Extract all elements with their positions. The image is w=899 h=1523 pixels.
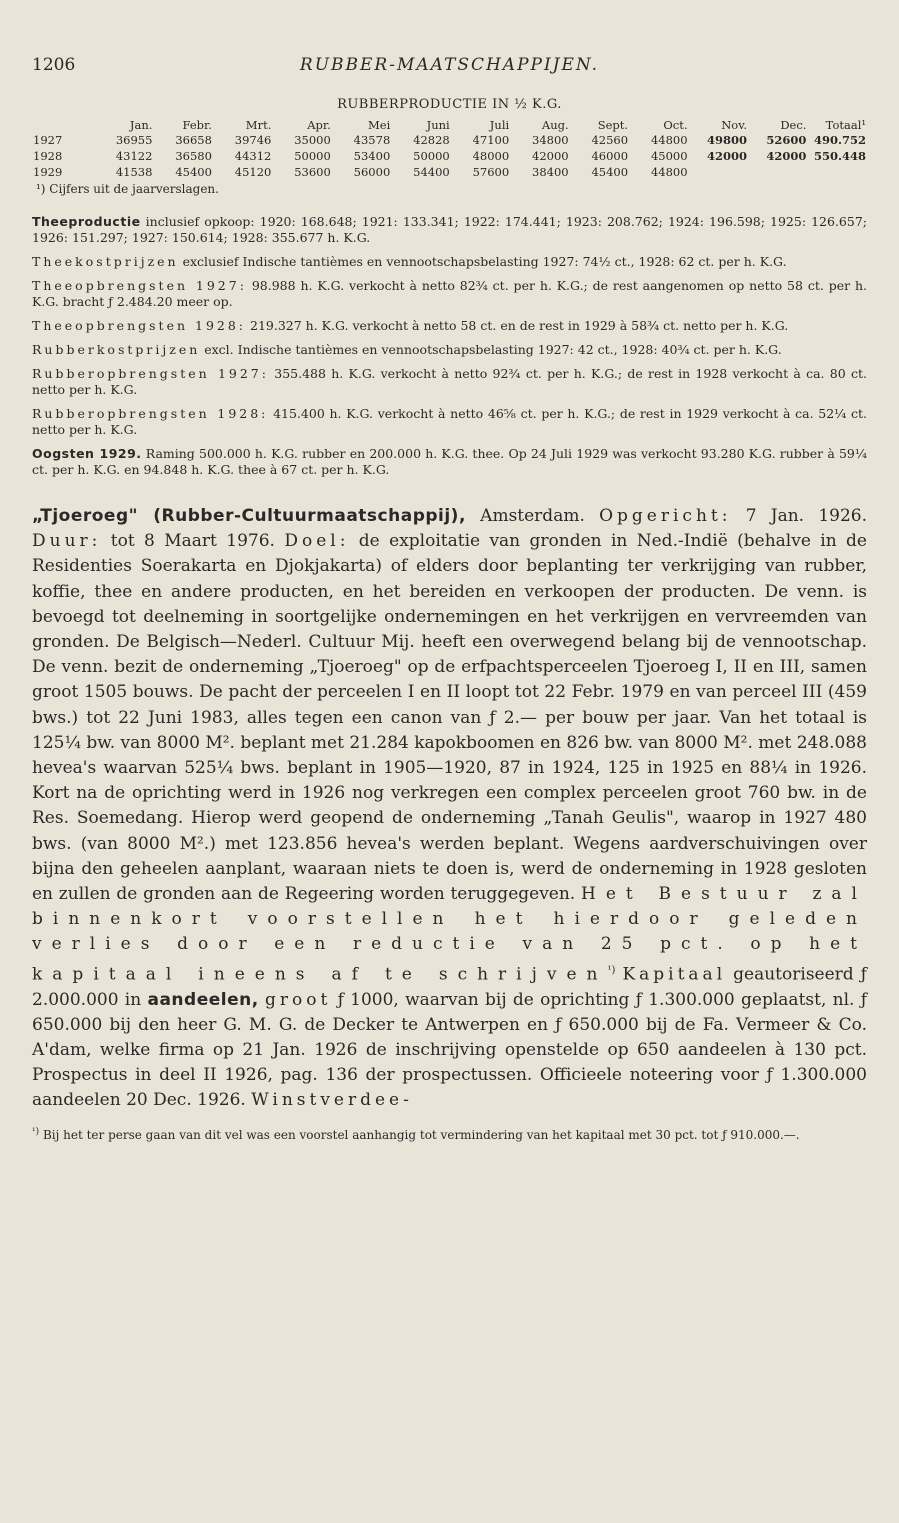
running-title: RUBBER-MAATSCHAPPIJEN. [299,55,600,75]
table-cell: 47100 [472,133,510,147]
page-footnote [32,1124,867,1143]
table-column-header: Mei [368,118,391,132]
table-column-header: Aug. [541,118,569,132]
table-cell: 550.448 [813,149,866,163]
table-cell: 490.752 [813,133,866,147]
paragraph-rubberkostprijzen [32,342,867,358]
value-duur: tot 8 Maart 1976. [101,531,285,552]
label-doel: Doel: [284,531,350,552]
table-cell: 42560 [591,133,629,147]
table-cell: 56000 [353,165,391,179]
table-year-cell: 1928 [33,149,63,163]
paragraph-theekostprijzen [32,254,867,270]
table-cell: 43122 [115,149,153,163]
text-theekostprijzen: exclusief Indische tantièmes en vennootschapsbelasting 1927: 74½ ct., 1928: 62 ct. per h. K.G. [178,254,787,269]
table-column-header: Dec. [780,118,807,132]
label-opgericht: Opgericht: [599,506,732,526]
table-column-header: Apr. [307,118,331,132]
statistics-section [32,214,867,478]
company-entry [32,504,867,1114]
value-groot: ƒ 1000, waarvan bij de oprichting ƒ 1.300.000 geplaatst, nl. ƒ 650.000 bij den heer G. M. G. de Decker te Antwerpen en ƒ 650.000 bij de Fa. Vermeer & Co. A'dam, welke firma op 21 Jan. 1926 de inschrijving openstelde op 650 aandeelen à 130 pct. Prospectus in deel II 1926, pag. 136 der prospectussen. Officieele notеering voor ƒ 1.300.000 aandeelen 20 Dec. 1926. [32,989,868,1111]
value-opgericht: 7 Jan. 1926. [731,506,868,526]
table-cell: 45400 [591,165,629,179]
table-cell: 44312 [234,149,272,163]
table-cell [807,164,867,180]
table-cell [689,164,748,180]
paragraph-rubberopbrengsten-1928 [32,406,867,438]
table-cell: 36955 [115,133,153,147]
table-footnote: ¹) Cijfers uit de jaarverslagen. [36,182,219,196]
table-year-cell: 1927 [33,133,63,147]
heading-rubberopbrengsten-1928: Rubberopbrengsten 1928: [32,406,269,421]
table-cell: 46000 [591,149,629,163]
heading-theekostprijzen: Theekostprijzen [32,254,179,269]
table-column-header: Febr. [182,118,212,132]
paragraph-theeopbrengsten-1928 [32,318,867,334]
table-cell: 42000 [766,149,807,163]
table-column-header: Juli [489,118,510,132]
value-doel: de exploitatie van gronden in Ned.-Indië (behalve in de Residenties Soerakarta en Djokjakarta) of elders door beplanting ter verkrijging van rubber, koffie, thee en andere producten, en het bereiden en verkoopen der producten. De venn. is bevoegd tot deelneming in soortgelijke ondernemingen en het verkrijgen en vervreemden van gronden. De Belgisch—Nederl. Cultuur Mij. heeft een overwegend belang bij de vennootschap. De venn. bezit de onderneming „Tjoeroeg" op de erfpachtsperceelen Tjoeroeg I, II en III, samen groot 1505 bouws. De pacht der perceelen I en II loopt tot 22 Febr. 1979 en van perceel III (459 bws.) tot 22 Juni 1983, alles tegen een canon van ƒ 2.— per bouw per jaar. Van het totaal is 125¼ bw. van 8000 M². beplant met 21.284 kapokboomen en 826 bw. van 8000 M². met 248.088 hevea's waarvan 525¼ bws. beplant in 1905—1920, 87 in 1924, 125 in 1925 en 88¼ in 1926. Kort na de oprichting werd in 1926 nog verkregen een complex perceelen groot 760 bw. in de Res. Soemedang. Hierop werd geopend de onderneming „Tanah Geulis", waarop in 1927 480 bws. (van 8000 M².) met 123.856 hevea's werden beplant. Wegens aardverschuivingen over bijna den geheelen aanplant, waaraan niets te doen is, werd de onderneming in 1928 gesloten en zullen de gronden aan de Regeering worden teruggegeven. [32,531,867,905]
table-cell: 57600 [472,165,510,179]
text-rubberopbrengsten-1928: 415.400 h. K.G. verkocht à netto 46⅝ ct. per h. K.G.; de rest in 1929 verkocht à ca. 52¼ ct. netto per h. K.G. [32,406,867,437]
heading-oogsten-1929: Oogsten 1929. [32,446,142,461]
table-cell: 45120 [234,165,272,179]
table-cell: 39746 [234,133,272,147]
table-row [32,164,867,180]
heading-rubberkostprijzen: Rubberkostprijzen [32,342,201,357]
table-cell: 42000 [706,149,747,163]
table-cell: 53400 [353,149,391,163]
footnote-text: Bij het ter perse gaan van dit vel was een voorstel aanhangig tot vermindering van het kapitaal met 30 pct. tot ƒ 910.000.—. [39,1127,800,1142]
table-cell: 48000 [472,149,510,163]
table-cell: 35000 [294,133,331,147]
table-cell: 43578 [353,133,391,147]
text-theeopbrengsten-1927: 98.988 h. K.G. verkocht à netto 82¾ ct. per h. K.G.; de rest aangenomen op netto 58 ct. per h. K.G. bracht ƒ 2.484.20 meer op. [32,278,867,309]
table-cell: 53600 [294,165,331,179]
table-cell: 44800 [650,165,688,179]
text-theeproductie: inclusief opkoop: 1920: 168.648; 1921: 133.341; 1922: 174.441; 1923: 208.762; 1924: 196.598; 1925: 126.657; 1926: 151.297; 1927: 150.614; 1928: 355.677 h. K.G. [32,214,867,245]
table-title: RUBBERPRODUCTIE IN ½ K.G. [337,97,562,112]
paragraph-theeopbrengsten-1927 [32,278,867,310]
table-cell [748,164,807,180]
footnote-marker: ¹) [32,1126,40,1137]
table-cell: 34800 [532,133,569,147]
table-cell: 45000 [650,149,688,163]
label-aandeelen: aandeelen, [147,989,259,1010]
heading-theeopbrengsten-1928: Theeopbrengsten 1928: [32,318,247,333]
table-cell: 45400 [175,165,212,179]
table-column-header: Mrt. [245,118,272,132]
table-year-cell: 1929 [33,165,63,179]
bestuur-statement: Het Bestuur zal binnenkort voorstellen het hierdoor geleden verlies door een reductie van 25 pct. op het kapitaal ineens af te schrijven [32,884,867,985]
table-column-header: Juni [426,118,450,132]
table-cell: 52600 [766,133,807,147]
heading-rubberopbrengsten-1927: Rubberopbrengsten 1927: [32,366,269,381]
table-column-header: Jan. [129,118,153,132]
table-cell: 49800 [706,133,747,147]
table-cell: 44800 [650,133,688,147]
paragraph-rubberopbrengsten-1927 [32,366,867,398]
table-cell: 36580 [175,149,212,163]
table-column-header: Oct. [663,118,688,132]
table-header-row [32,118,867,132]
paragraph-oogsten-1929 [32,446,867,478]
text-rubberopbrengsten-1927: 355.488 h. K.G. verkocht à netto 92¾ ct. per h. K.G.; de rest in 1928 verkocht à ca. 80 ct. netto per h. K.G. [32,366,867,397]
footnote-reference: ¹) [607,964,616,976]
running-header [32,55,867,75]
table-column-header [32,118,94,132]
company-name: „Tjoeroeg" (Rubber-Cultuurmaatschappij), [32,506,466,526]
company-location: Amsterdam. [465,506,600,526]
table-column-header: Totaal¹ [825,118,866,132]
paragraph-theeproductie [32,214,867,246]
table-row [32,132,867,148]
text-theeopbrengsten-1928: 219.327 h. K.G. verkocht à netto 58 ct. en de rest in 1929 à 58¾ ct. netto per h. K.G. [246,318,789,333]
table-cell: 50000 [413,149,450,163]
text-oogsten-1929: Raming 500.000 h. K.G. rubber en 200.000 h. K.G. thee. Op 24 Juli 1929 was verkocht 93.280 K.G. rubber à 59¼ ct. per h. K.G. en 94.848 h. K.G. thee à 67 ct. per h. K.G. [32,446,867,477]
table-column-header: Sept. [597,118,629,132]
table-cell: 54400 [413,165,450,179]
table-cell: 36658 [175,133,212,147]
table-cell: 42828 [413,133,450,147]
table-column-header: Nov. [721,118,747,132]
rubber-production-table [32,118,867,180]
label-groot: groot [264,989,332,1010]
page-number: 1206 [32,55,76,75]
label-kapitaal: Kapitaal [622,964,727,985]
heading-theeproductie: Theeproductie [32,214,141,229]
table-row [32,148,867,164]
table-body [32,132,867,180]
table-cell: 38400 [532,165,569,179]
heading-theeopbrengsten-1927: Theeopbrengsten 1927: [32,278,247,293]
text-rubberkostprijzen: excl. Indische tantièmes en vennootschapsbelasting 1927: 42 ct., 1928: 40¾ ct. per h. K.G. [200,342,782,357]
table-cell: 50000 [294,149,331,163]
label-winstverdeeling: Winstverdee- [251,1090,413,1111]
label-duur: Duur: [32,531,102,552]
table-cell: 42000 [532,149,569,163]
table-cell: 41538 [115,165,153,179]
value-kapitaal: geautoriseerd ƒ 2.000.000 in [32,964,867,1010]
